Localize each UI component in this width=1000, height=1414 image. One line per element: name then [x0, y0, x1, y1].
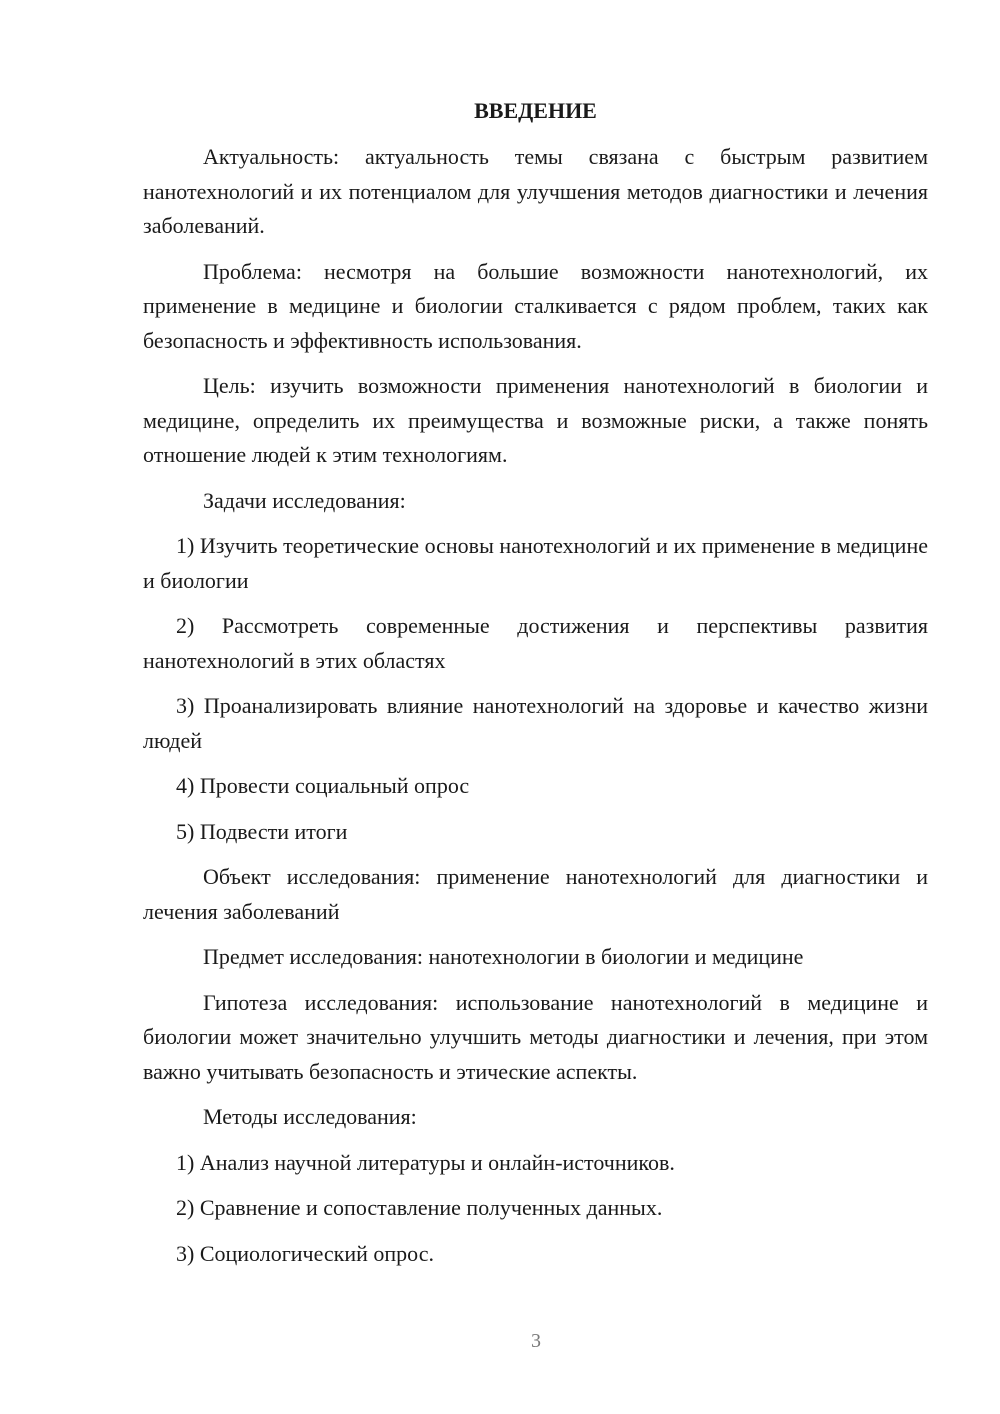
- task-item-1: 1) Изучить теоретические основы нанотехнологий и их применение в медицине и биологии: [143, 533, 928, 593]
- hypothesis-paragraph: Гипотеза исследования: использование нанотехнологий в медицине и биологии может значительно улучшить методы диагностики и лечения, при этом важно учитывать безопасность и этические аспекты.: [143, 989, 928, 1084]
- tasks-heading: Задачи исследования:: [203, 487, 406, 513]
- method-item-3: 3) Социологический опрос.: [176, 1240, 434, 1266]
- method-item-1: 1) Анализ научной литературы и онлайн-источников.: [176, 1149, 675, 1175]
- relevance-paragraph: Актуальность: актуальность темы связана с быстрым развитием нанотехнологий и их потенциалом для улучшения методов диагностики и лечения заболеваний.: [143, 144, 928, 238]
- object-paragraph: Объект исследования: применение нанотехнологий для диагностики и лечения заболеваний: [143, 864, 928, 924]
- task-item-2: 2) Рассмотреть современные достижения и перспективы развития нанотехнологий в этих областях: [143, 613, 928, 673]
- problem-paragraph: Проблема: несмотря на большие возможности нанотехнологий, их применение в медицине и биологии сталкивается с рядом проблем, таких как безопасность и эффективность использования.: [143, 258, 928, 353]
- task-item-5: 5) Подвести итоги: [176, 818, 348, 844]
- task-item-4: 4) Провести социальный опрос: [176, 773, 470, 798]
- task-item-3: 3) Проанализировать влияние нанотехнологий на здоровье и качество жизни людей: [143, 693, 928, 753]
- methods-heading: Методы исследования:: [203, 1104, 417, 1129]
- method-item-2: 2) Сравнение и сопоставление полученных данных.: [176, 1195, 663, 1220]
- page-number: 3: [531, 1330, 541, 1352]
- page-title: ВВЕДЕНИЕ: [474, 98, 597, 123]
- subject-paragraph: Предмет исследования: нанотехнологии в биологии и медицине: [203, 944, 804, 969]
- goal-paragraph: Цель: изучить возможности применения нанотехнологий в биологии и медицине, определить их преимущества и возможные риски, а также понять отношение людей к этим технологиям.: [143, 373, 928, 467]
- page-content: [143, 93, 928, 1282]
